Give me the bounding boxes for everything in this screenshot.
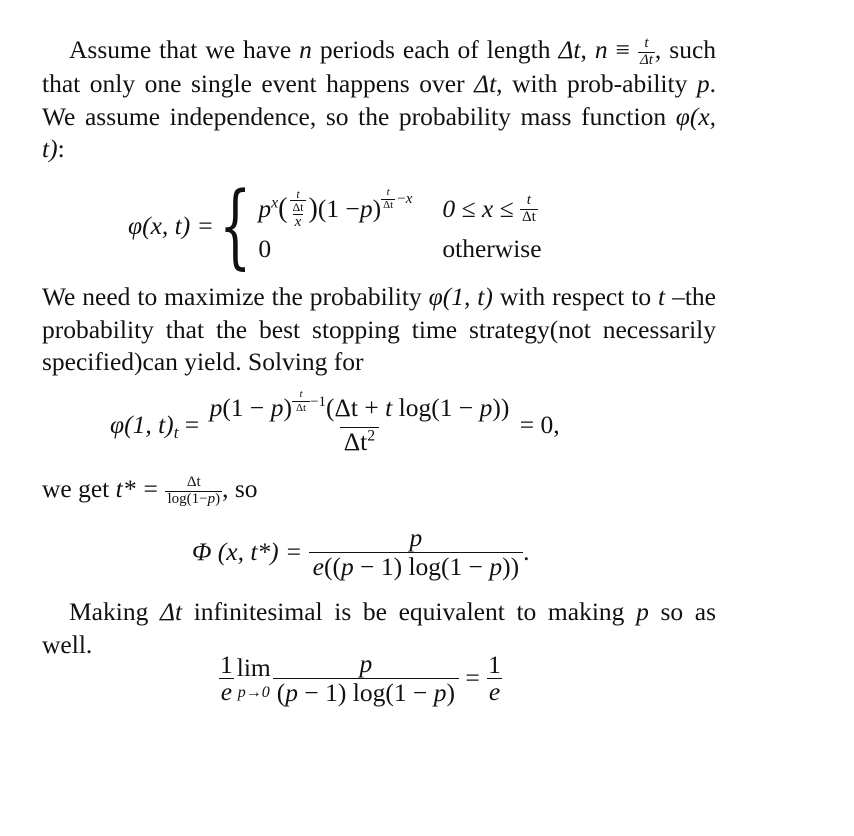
deriv-rhs: = 0,: [519, 409, 560, 439]
case-1-condition: 0 ≤ x ≤ $\frac{t}{\Delta t}$: [442, 191, 536, 225]
text-run: Making: [69, 597, 149, 626]
paragraph-1: Assume that we have n periods each of length Δt, n ≡ $\frac{t}{\Delta t}$ , such that only one single event happens over Δt, with prob-ability p. We assume independence, so the probability mass function φ(x, t):: [42, 34, 717, 164]
text-run: with prob-ability: [512, 69, 688, 99]
math-n: n: [299, 35, 312, 64]
fraction-limit: $\frac{p}{(p - 1) \log(1 - p)}$: [273, 650, 459, 706]
text-run: , so: [222, 474, 258, 503]
math-phi-xt: φ(x, t): [42, 101, 717, 164]
paragraph-3: [42, 473, 716, 507]
equation-derivative: φ(1, t) $_t$ = p(1 − p) $^{\frac{t}{\Delta t} -1}$(Δt + t log(1 − p)) $\Delta t^2$ = 0,: [110, 387, 560, 456]
text-run: such that only one single event happens over: [42, 35, 717, 99]
paragraph-2: [42, 281, 716, 379]
case-2-condition: otherwise: [442, 234, 542, 264]
text-run: We need to maximize the probability: [42, 282, 422, 311]
left-brace: {: [219, 172, 252, 279]
fraction-t-over-delta-t: $\frac{t}{\Delta t}$: [639, 34, 653, 68]
math-p: p: [636, 597, 649, 626]
text-run: –the probability that the best stopping time strategy(not necessarily specified)can yield. Solving for: [42, 282, 716, 376]
equation-phi-max: Φ (x, t*) = $\frac{p}{e((p - 1) \log(1 - p))}$ .: [192, 523, 530, 581]
text-run: so as well.: [42, 597, 717, 659]
limit-operator: [237, 655, 271, 701]
math-delta-t: Δt: [474, 69, 497, 99]
equation-lhs: φ(x, t) =: [128, 211, 214, 240]
text-run: periods each of length: [319, 35, 551, 64]
math-t: t: [658, 282, 666, 311]
case-1-value: $p^x$ ( $\frac{\frac{t}{\Delta t}}{x}$ ) (1 − p ) $^{\frac{t}{\Delta t} -x}$: [258, 185, 413, 230]
equation-limit: [218, 650, 503, 706]
math-tstar: t* =: [115, 474, 160, 503]
fraction-one-over-e: $\frac{1}{e}$: [220, 650, 233, 706]
fraction-phi: $\frac{p}{e((p - 1) \log(1 - p))}$: [309, 524, 524, 580]
phi-lhs: Φ (x, t*) =: [192, 537, 303, 566]
cases: [258, 185, 542, 265]
lim-text: lim: [236, 653, 271, 683]
text-run: with respect to: [499, 282, 652, 311]
text-run: . We assume independence, so the probability mass function: [42, 69, 716, 131]
case-1-cond-text: 0 ≤ x ≤: [442, 194, 514, 223]
math-phi-1t: φ(1, t): [428, 282, 493, 311]
math-delta-t: Δt: [558, 35, 581, 64]
text-run: Assume that we have: [69, 35, 292, 64]
fraction-derivative: p(1 − p) $^{\frac{t}{\Delta t} -1}$(Δt + t log(1 − p)) $\Delta t^2$: [209, 387, 510, 456]
text-run: infinitesimal is be equivalent to making: [193, 597, 625, 626]
fraction-tstar: $\frac{\Delta t}{\log(1-p)}$: [167, 473, 221, 507]
math-delta-t: Δt: [159, 597, 183, 626]
lim-subscript: p→0: [237, 683, 270, 701]
deriv-lhs: φ(1, t): [110, 409, 174, 439]
equals-sign: =: [465, 663, 480, 692]
math-p: p: [696, 69, 710, 99]
case-2-value: 0: [258, 234, 272, 264]
fraction-result: $\frac{1}{e}$: [488, 650, 501, 706]
equation-piecewise: [128, 172, 542, 279]
text-run: we get: [42, 474, 110, 503]
